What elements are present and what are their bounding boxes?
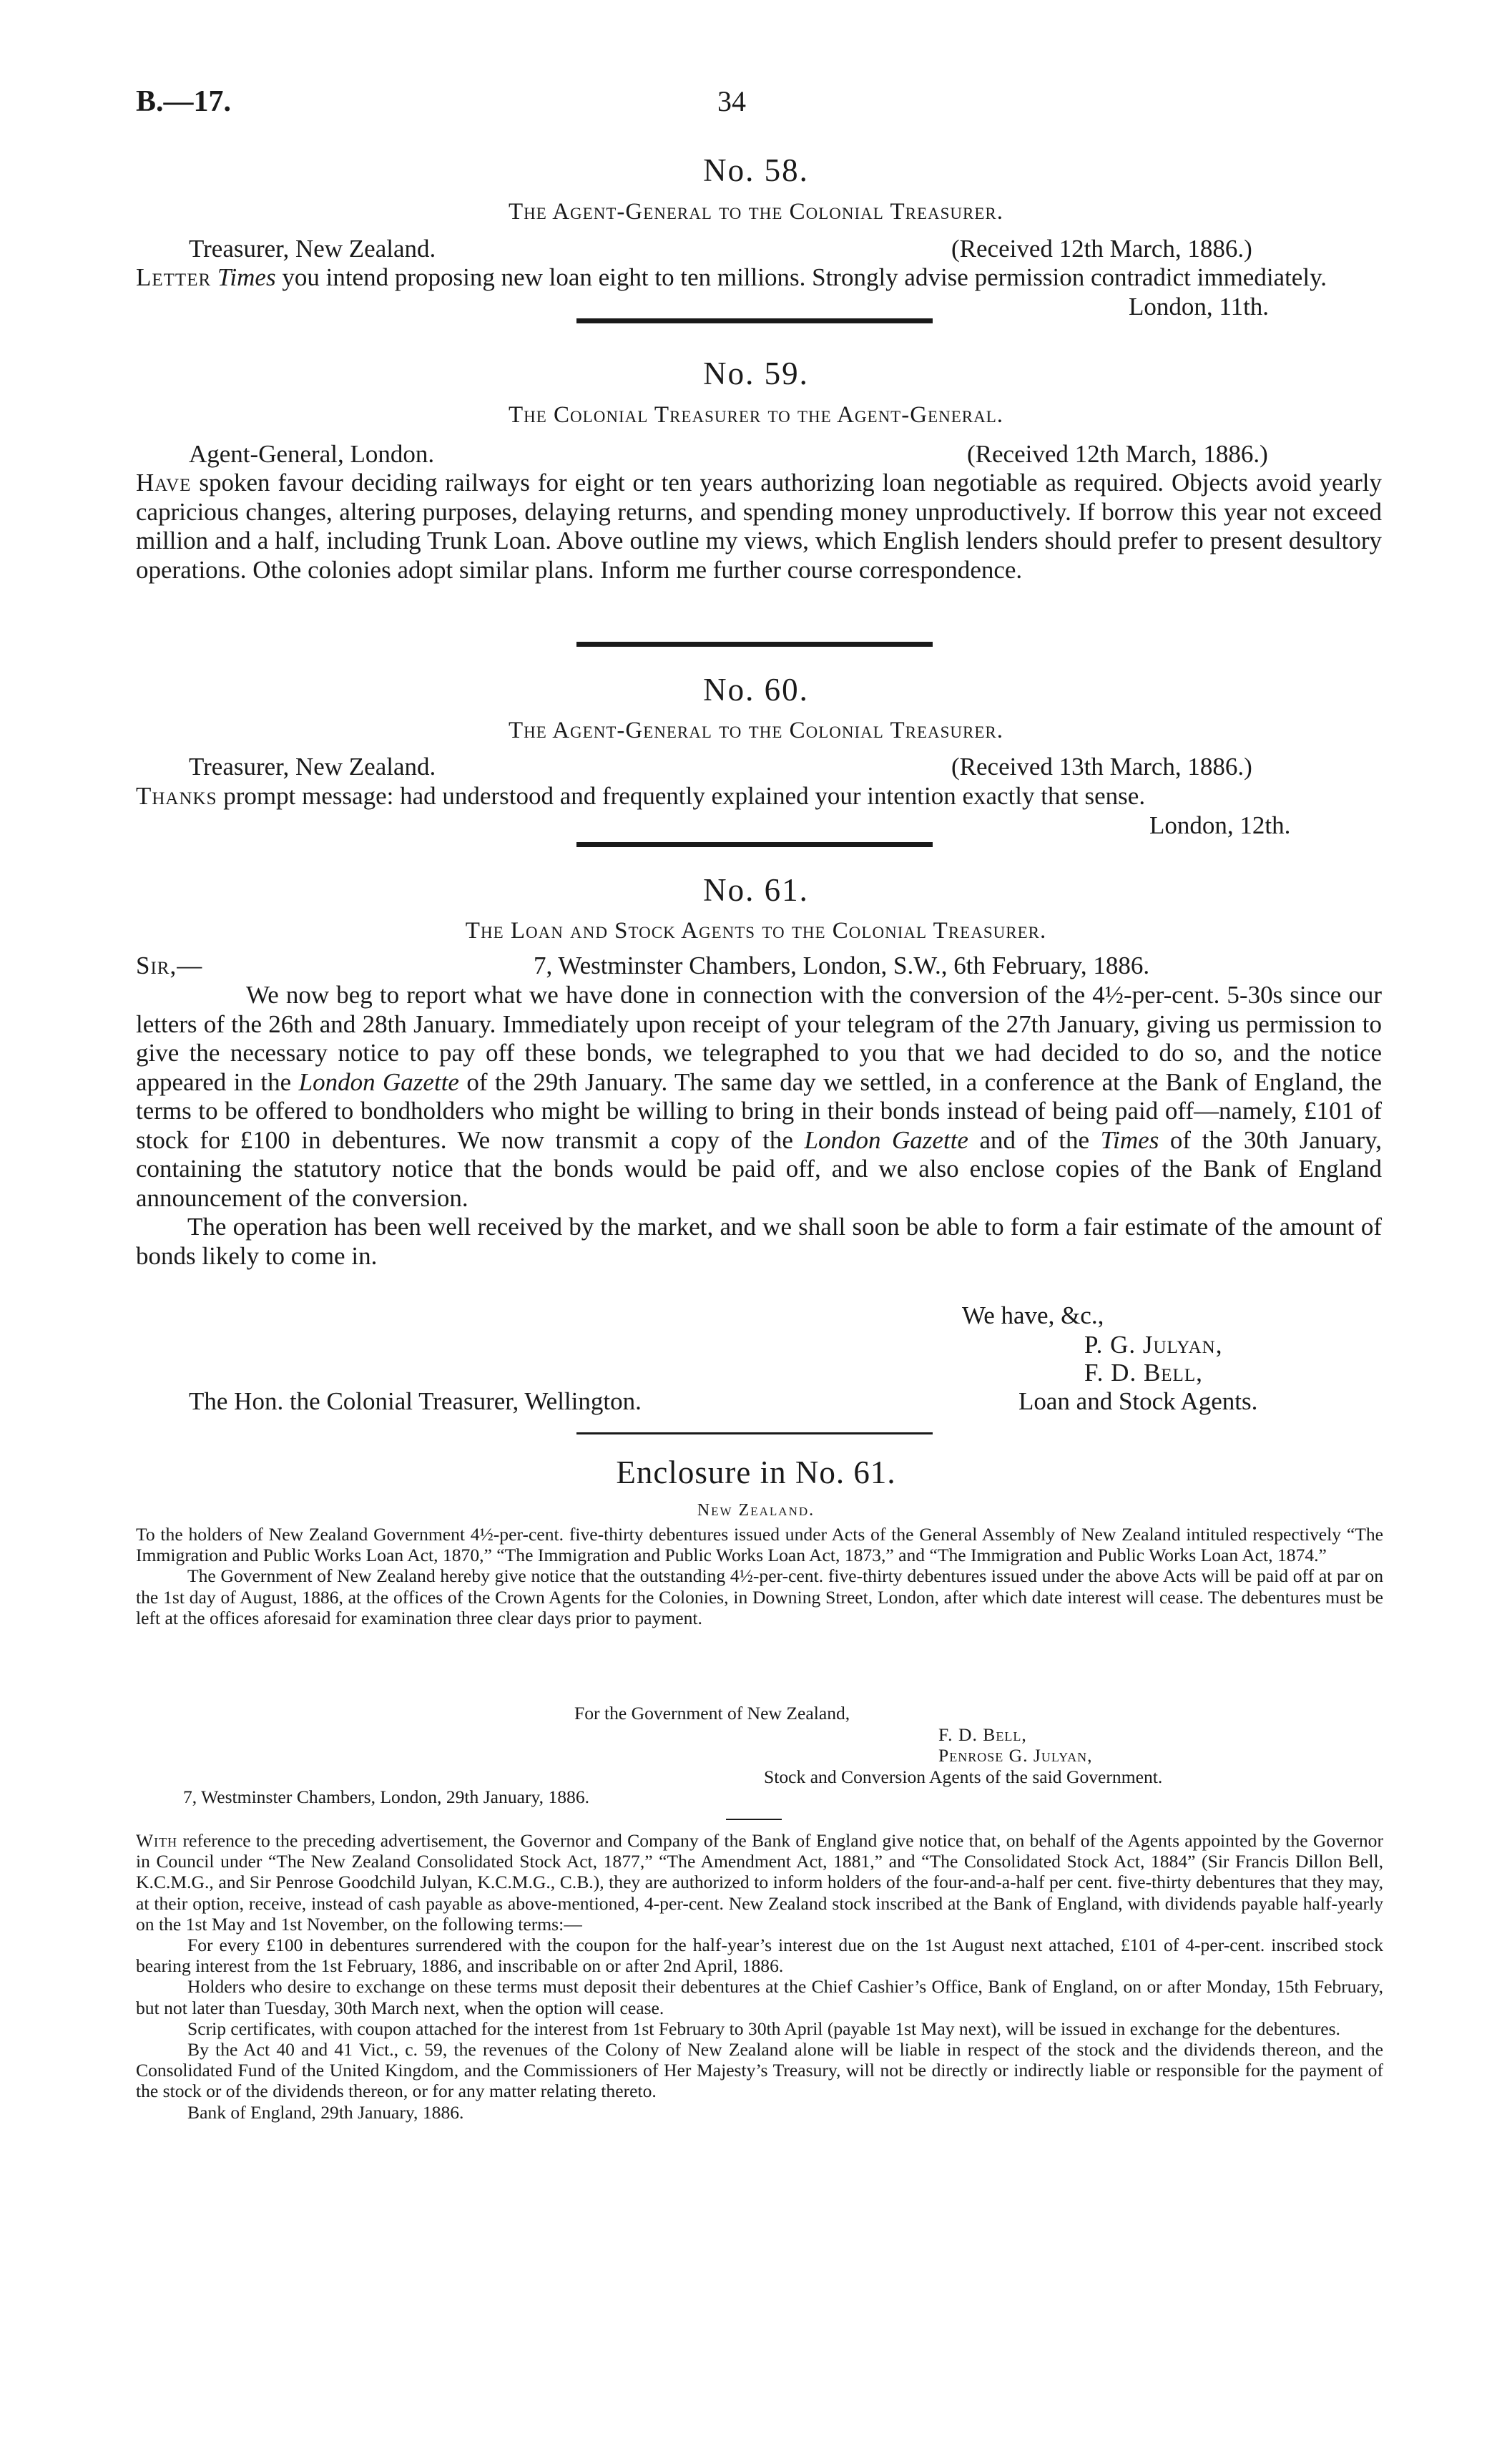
- no60-signoff: London, 12th.: [1149, 811, 1291, 839]
- no58-addressee: Treasurer, New Zealand.: [189, 235, 436, 263]
- bank-p1-text: reference to the preceding advertisement, the Governor and Company of the Bank of England give notice that, on behalf of the Agents appointed by the Governor in Council under “The New Zealand Consolidated Stock Act, 1877,” “The Amendment Act, 1881,” and “The Consolidated Stock Act, 1884” (Sir Francis Dillon Bell, K.C.M.G., and Sir Penrose Goodchild Julyan, K.C.M.G., C.B.), they are authorized to inform holders of the four-and-a-half per cent. five-thirty debentures that they may, at their option, receive, instead of cash payable as above-mentioned, 4-per-cent. New Zealand stock inscribed at the Bank of England, with dividends payable half-yearly on the 1st May and 1st November, on the following terms:—: [136, 1830, 1383, 1935]
- no61-from-to: The Loan and Stock Agents to the Colonial Treasurer.: [465, 918, 1047, 944]
- rule-after-no58: [576, 318, 933, 323]
- no61-salutation: Sir,—: [136, 952, 203, 979]
- enclosure-dateline: 7, Westminster Chambers, London, 29th January, 1886.: [183, 1786, 590, 1807]
- no61-p1-b: of the 29th January. The same day we settled, in a conference at the Bank of England, the terms to be offered to bondholders who might be willing to bring in their bonds instead of being paid off—namely, £101 of stock for £100 in debentures. We now transmit a copy of the: [136, 1067, 1383, 1154]
- no61-closing: We have, &c.,: [962, 1301, 1104, 1329]
- no58-title: No. 58.: [703, 152, 809, 188]
- no59-body: [136, 469, 1382, 585]
- bank-lead-word: With: [136, 1830, 178, 1851]
- no60-body: [136, 782, 1382, 811]
- no59-body-text: spoken favour deciding railways for eight or ten years authorizing loan negotiable as required. Objects avoid yearly capricious changes, altering purposes, delaying returns, and spending money unproductively. If borrow this year not exceed million and a half, including Trunk Loan. Above outline my views, which English lenders should prefer to present desultory operations. Othe colonies adopt similar plans. Inform me further course correspondence.: [136, 469, 1383, 584]
- no60-body-text: prompt message: had understood and frequently explained your intention exactly that sense.: [223, 782, 1146, 810]
- no58-lead-word: Letter: [136, 263, 212, 291]
- no60-from-to: The Agent-General to the Colonial Treasurer.: [508, 718, 1004, 743]
- enclosure-p1: To the holders of New Zealand Government 4½-per-cent. five-thirty debentures issued under Acts of the General Assembly of New Zealand intituled respectively “The Immigration and Public Works Loan Act, 1870,” “The Immigration and Public Works Loan Act, 1873,” and “The Immigration and Public Works Loan Act, 1874.”: [136, 1524, 1383, 1566]
- no61-p1-italic-2: London Gazette: [804, 1125, 968, 1154]
- no60-lead-word: Thanks: [136, 782, 217, 810]
- no61-p2: The operation has been well received by the market, and we shall soon be able to form a fair estimate of the amount of bonds likely to come in.: [136, 1213, 1382, 1270]
- enclosure-p2: The Government of New Zealand hereby give notice that the outstanding 4½-per-cent. five-thirty debentures issued under the above Acts will be paid off at par on the 1st day of August, 1886, at the offices of the Crown Agents for the Colonies, in Downing Street, London, after which date interest will cease. The debentures must be left at the offices aforesaid for examination three clear days prior to payment.: [136, 1565, 1383, 1628]
- bank-p2: For every £100 in debentures surrendered with the coupon for the half-year’s interest due on the 1st August next attached, £101 of 4-per-cent. inscribed stock bearing interest from the 1st February, 1886, and inscribable on or after 2nd April, 1886.: [136, 1935, 1383, 1977]
- no60-addressee: Treasurer, New Zealand.: [189, 753, 436, 781]
- no58-signoff: London, 11th.: [1124, 293, 1269, 321]
- enclosure-signature-1: F. D. Bell,: [938, 1724, 1027, 1745]
- enclosure-signature-role: Stock and Conversion Agents of the said Government.: [764, 1766, 1163, 1787]
- rule-after-no59: [576, 642, 933, 647]
- no58-body: [136, 263, 1384, 293]
- no61-body: [136, 981, 1382, 1271]
- no59-addressee: Agent-General, London.: [189, 440, 435, 468]
- rule-after-no61: [576, 1432, 933, 1434]
- bank-sign: Bank of England, 29th January, 1886.: [187, 2101, 464, 2123]
- enclosure-notice: [136, 1524, 1383, 1628]
- no61-signature-role: Loan and Stock Agents.: [1018, 1387, 1258, 1415]
- enclosure-subtitle: New Zealand.: [697, 1501, 815, 1520]
- no59-received: (Received 12th March, 1886.): [967, 440, 1268, 468]
- no61-p1-italic-1: London Gazette: [298, 1067, 459, 1096]
- bank-p3: Holders who desire to exchange on these terms must deposit their debentures at the Chief Cashier’s Office, Bank of England, on or after Monday, 15th February, but not later than Tuesday, 30th March next, when the option will cease.: [136, 1976, 1383, 2018]
- no61-p1-a: We now beg to report what we have done in connection with the conversion of the 4½-per-cent. 5-30s since our letters of the 26th and 28th January. Immediately upon receipt of your telegram of the 27th January, giving us permission to give the necessary notice to pay off these bonds, we telegraphed to you that we had decided to do so, and the notice appeared in the: [136, 981, 1382, 1096]
- page-number: 34: [717, 85, 746, 117]
- document-code: B.—17.: [136, 85, 232, 118]
- no58-received: (Received 12th March, 1886.): [951, 235, 1252, 263]
- enclosure-title: Enclosure in No. 61.: [616, 1455, 896, 1490]
- no61-p1-c: and of the: [979, 1125, 1090, 1154]
- enclosure-for-government: For the Government of New Zealand,: [574, 1703, 850, 1724]
- no58-body-text: you intend proposing new loan eight to ten millions. Strongly advise permission contradict immediately.: [282, 263, 1327, 291]
- no58-italic-word: Times: [217, 263, 276, 291]
- no59-from-to: The Colonial Treasurer to the Agent-General.: [508, 402, 1004, 428]
- no60-title: No. 60.: [703, 672, 809, 708]
- no58-from-to: The Agent-General to the Colonial Treasurer.: [508, 199, 1004, 225]
- bank-notice: [136, 1830, 1383, 2123]
- no61-signature-2: F. D. Bell,: [1084, 1359, 1203, 1387]
- no59-title: No. 59.: [703, 356, 809, 391]
- no61-title: No. 61.: [703, 872, 809, 908]
- bank-p4: Scrip certificates, with coupon attached for the interest from 1st February to 30th April (payable 1st May next), will be issued in exchange for the debentures.: [187, 2018, 1340, 2039]
- no59-lead-word: Have: [136, 469, 192, 497]
- no61-address-date: 7, Westminster Chambers, London, S.W., 6th February, 1886.: [534, 952, 1150, 979]
- enclosure-signature-2: Penrose G. Julyan,: [938, 1745, 1093, 1766]
- no61-signature-1: P. G. Julyan,: [1084, 1331, 1223, 1359]
- no61-p1-italic-3: Times: [1100, 1125, 1159, 1154]
- rule-in-enclosure: [726, 1819, 782, 1820]
- no61-recipient: The Hon. the Colonial Treasurer, Wellington.: [189, 1387, 642, 1415]
- rule-after-no60: [576, 842, 933, 847]
- no61-p1-d: of the 30th January, containing the statutory notice that the bonds would be paid off, and we also enclose copies of the Bank of England announcement of the conversion.: [136, 1125, 1383, 1212]
- bank-p5: By the Act 40 and 41 Vict., c. 59, the revenues of the Colony of New Zealand alone will be liable in respect of the stock and the dividends thereon, and the Consolidated Fund of the United Kingdom, and the Commissioners of Her Majesty’s Treasury, will not be directly or indirectly liable or responsible for the payment of the stock or of the dividends thereon, or for any matter relating thereto.: [136, 2039, 1383, 2102]
- no60-received: (Received 13th March, 1886.): [951, 753, 1252, 781]
